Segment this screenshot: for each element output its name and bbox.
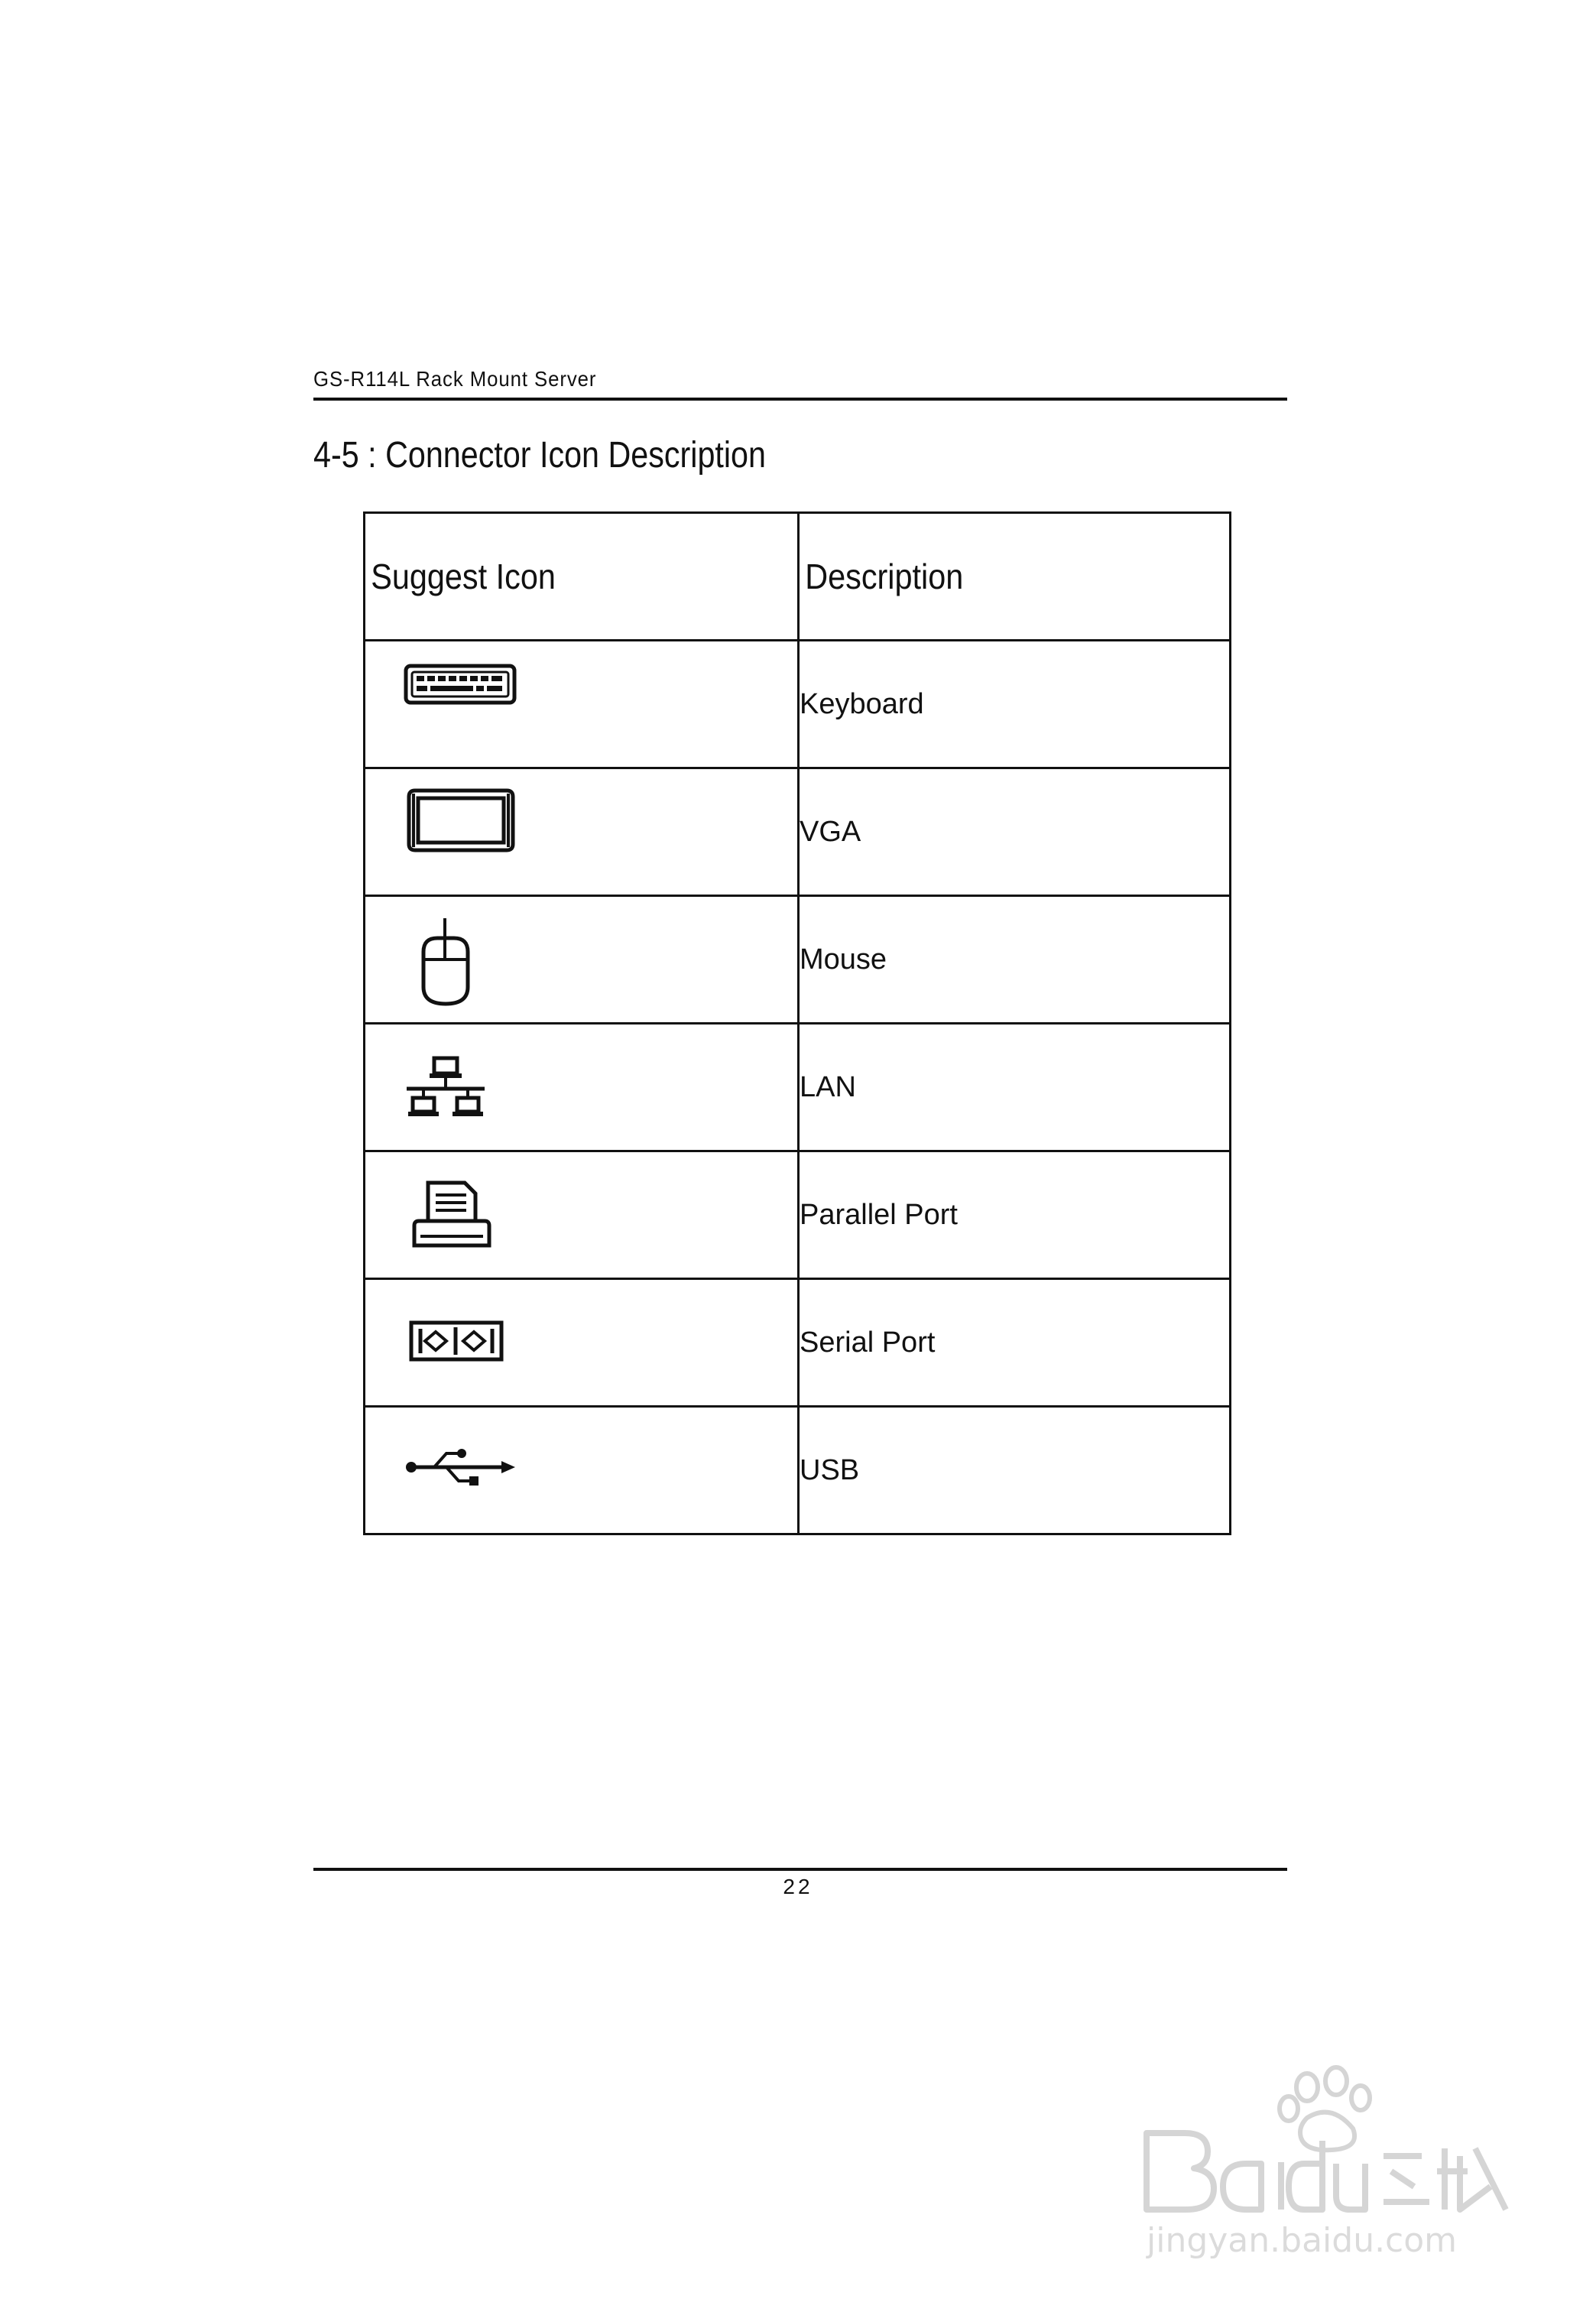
page-number: 22 bbox=[783, 1875, 813, 1898]
serial-port-icon bbox=[408, 1320, 508, 1369]
section-title: 4-5 : Connector Icon Description bbox=[313, 435, 766, 476]
table-row bbox=[365, 1024, 1231, 1151]
usb-icon bbox=[404, 1446, 518, 1495]
vga-icon bbox=[400, 786, 522, 866]
table-row bbox=[365, 896, 1231, 1024]
table-row bbox=[365, 1151, 1231, 1279]
icon-cell bbox=[365, 641, 799, 768]
icon-cell bbox=[365, 1407, 799, 1534]
description-cell: LAN bbox=[799, 1024, 1231, 1151]
icon-cell bbox=[365, 896, 799, 1024]
connector-icon-table bbox=[363, 511, 1231, 1535]
table-row bbox=[365, 768, 1231, 896]
description-cell: VGA bbox=[799, 768, 1231, 896]
icon-cell bbox=[365, 1151, 799, 1279]
description-cell: Serial Port bbox=[799, 1279, 1231, 1407]
header-divider bbox=[313, 398, 1287, 401]
table-header-row bbox=[365, 513, 1231, 641]
footer-divider bbox=[313, 1868, 1287, 1871]
table-row bbox=[365, 1407, 1231, 1534]
column-header-icon: Suggest Icon bbox=[365, 513, 799, 641]
running-header: GS-R114L Rack Mount Server bbox=[313, 367, 597, 391]
printer-icon bbox=[411, 1178, 495, 1258]
table-row bbox=[365, 641, 1231, 768]
table-row bbox=[365, 1279, 1231, 1407]
icon-cell bbox=[365, 1279, 799, 1407]
icon-cell bbox=[365, 1024, 799, 1151]
keyboard-icon bbox=[400, 658, 522, 716]
description-cell: USB bbox=[799, 1407, 1231, 1534]
description-cell: Mouse bbox=[799, 896, 1231, 1024]
baidu-watermark-logo bbox=[1131, 2064, 1529, 2263]
lan-icon bbox=[404, 1055, 488, 1128]
watermark-url: jingyan.baidu.com bbox=[1147, 2221, 1458, 2260]
mouse-icon bbox=[411, 918, 488, 1014]
description-cell: Keyboard bbox=[799, 641, 1231, 768]
description-cell: Parallel Port bbox=[799, 1151, 1231, 1279]
icon-cell bbox=[365, 768, 799, 896]
column-header-description: Description bbox=[799, 513, 1231, 641]
